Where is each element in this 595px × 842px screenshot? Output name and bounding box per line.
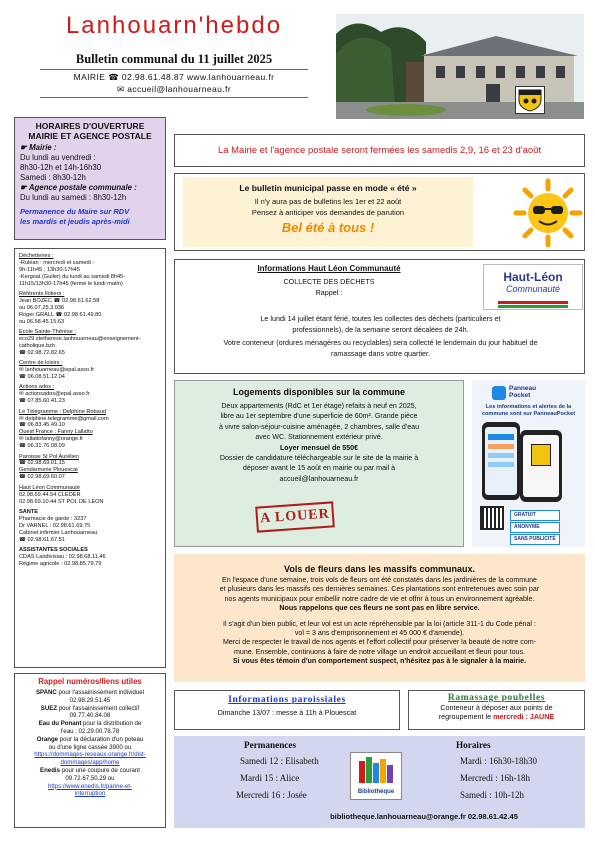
info-line: Jean BOZEC ☎ 02.98.61.62.58 [19, 297, 100, 304]
section-title: Centre de loisirs : [19, 360, 63, 367]
housing-line: Dossier de candidature téléchargeable sur le site de la mairie à [219, 454, 419, 463]
books-icon [351, 753, 401, 787]
info-line: ☎ 02.98.69.01.15 [19, 460, 65, 467]
haut-leon-line: Votre conteneur (ordures ménagères ou recyclables) sera collecté le lendemain du jour habituel de [223, 338, 538, 347]
enedis-link[interactable]: interruption [74, 790, 106, 798]
parish-title: Informations paroissiales [228, 695, 346, 705]
phone-number: l'eau : 02.29.00.78.78 [60, 727, 120, 735]
agence-label: ☛ Agence postale communale : [20, 183, 137, 192]
phone-number: 09.77.40.84.08 [69, 712, 111, 720]
pocket-brand: Pocket [509, 392, 531, 399]
header-divider [40, 69, 308, 70]
email-link[interactable]: ✉ lallattofanny@orange.fr [19, 436, 84, 443]
newsletter-title: Lanhouarn'hebdo [65, 12, 283, 39]
library-permanences-title: Permanences [244, 740, 297, 750]
info-line: ☎ 02.98.61.67.51 [19, 536, 65, 543]
pocket-brand: Panneau [509, 385, 537, 392]
hours-title-1: HORAIRES D'OUVERTURE [35, 121, 145, 131]
waste-line: regroupement le [438, 712, 494, 721]
section-title: Le Télégramme : Delphine Robaud [19, 408, 106, 415]
info-line: Dr VARNEL : 02.98.61.69.75 [19, 522, 91, 529]
library-permanence: Samedi 12 : Elisabeth [240, 756, 319, 766]
info-line: -Kergoat (Guiler) du lundi au samedi 8h45- [19, 273, 126, 280]
summer-title: Le bulletin municipal passe en mode « été » [239, 183, 417, 193]
flower-line: Il s'agit d'un bien public, et leur vol est un acte répréhensible par la loi (article 311-1 du Code pénal : [223, 619, 536, 628]
newsletter-subtitle: Bulletin communal du 11 juillet 2025 [75, 52, 273, 66]
contact-line: MAIRIE ☎ 02.98.61.48.87 www.lanhouarneau.fr [73, 72, 275, 82]
section-title: Actions ados : [19, 384, 55, 391]
section-title: SANTE [19, 508, 38, 515]
info-line: CDAS Landivisiau : 02.98.68.11.46 [19, 553, 106, 560]
useful-links-title: Rappel numéros/liens utiles [38, 677, 142, 686]
flower-title: Vols de fleurs dans les massifs communaux. [284, 564, 475, 574]
haut-leon-line: professionnels), de la semaine seront décalées de 24h. [292, 324, 469, 334]
town-hall-photo [336, 14, 584, 119]
info-line: Cabinet infirmier Lanhouarneau [19, 529, 98, 536]
flower-theft-box [174, 554, 585, 682]
library-hour: Samedi : 10h-12h [460, 790, 524, 800]
link-desc: ou d'une ligne cassée 3900 ou [48, 743, 132, 751]
email-line[interactable]: ✉ accueil@lanhouarneau.fr [116, 84, 232, 94]
orange-damage-link[interactable]: dommages/app/home [60, 759, 120, 767]
info-line: ☎ 07.85.60.41.23 [19, 398, 65, 405]
parish-text: Dimanche 13/07 : messe à 11h à Plouescat [217, 708, 357, 717]
parish-info-box [174, 690, 400, 730]
closure-text: La Mairie et l'agence postale seront fermées les samedis 2,9, 16 et 23 d'août [217, 145, 542, 156]
library-hours-title: Horaires [456, 740, 491, 750]
pocket-badge: ANONYME [510, 522, 560, 533]
haut-leon-line: Rappel : [315, 287, 343, 297]
housing-line: Deux appartements (RdC et 1er étage) refaits à neuf en 2025, [221, 402, 417, 410]
link-desc: pour la distribution de [81, 720, 142, 728]
housing-title: Logements disponibles sur la commune [232, 387, 406, 397]
useful-contacts-box [14, 248, 166, 668]
link-label: Eau du Ponant [38, 720, 82, 728]
haut-leon-line: Le lundi 14 juillet étant férié, toutes les collectes des déchets (particuliers et [260, 314, 501, 323]
mairie-line: 8h30-12h et 14h-16h30 [20, 163, 102, 172]
enedis-link[interactable]: https://www.enedis.fr/panne-et- [48, 782, 132, 790]
link-label: Orange [36, 735, 59, 743]
housing-rent: Loyer mensuel de 550€ [279, 443, 359, 452]
info-line: 11h15/13h30-17h45 (fermé le lundi matin) [19, 280, 123, 287]
phone-icon [482, 422, 520, 500]
info-line: ou 06.07.25.3.036 [19, 304, 65, 311]
info-line: ☎ 06.31.76.08.09 [19, 443, 65, 450]
library-hour: Mercredi : 16h-18h [460, 773, 530, 783]
library-permanence: Mercredi 16 : Josée [236, 790, 307, 800]
section-title: Ouest France : Fanny Lallatto [19, 429, 93, 436]
header-contact [14, 71, 334, 95]
library-hour: Mardi : 16h30-18h30 [460, 756, 537, 766]
phone-icon [520, 430, 562, 502]
info-line: ☎ 06.83.45.49.10 [19, 422, 65, 429]
phone-number: 02.98.29.51.45 [69, 696, 111, 704]
haut-leon-logo [483, 264, 583, 310]
qr-code-icon [480, 506, 504, 530]
info-line: Pharmacie de garde : 3237 [19, 515, 87, 522]
for-rent-stamp: A LOUER [255, 501, 335, 532]
flower-line: et plusieurs dans les massifs ces dernières semaines. Ces plantations sont entretenues avec soin par [219, 585, 540, 594]
housing-line: à vivre salon-séjour-cuisine aménagée, 2 chambres, salle d'eau [218, 422, 420, 431]
library-box [174, 736, 585, 828]
info-line: 9h-11h45 ; 13h30-17h45 [19, 266, 80, 273]
haut-leon-title: Informations Haut Léon Communauté [257, 264, 401, 273]
mairie-line: Samedi : 8h30-12h [20, 173, 86, 182]
info-line: ☎ 02.98.69.60.07 [19, 474, 65, 481]
header-divider-2 [40, 97, 308, 98]
link-desc: pour la déclaration d'un poteau [58, 735, 144, 743]
mairie-line: Du lundi au vendredi : [20, 153, 96, 162]
logo-text: Haut-Léon [503, 270, 563, 284]
haut-leon-line: ramassage dans votre quartier. [330, 348, 431, 358]
permanence-note: les mardis et jeudis après-midi [20, 216, 130, 226]
town-crest-icon [515, 86, 545, 114]
email-link[interactable]: ✉ delphine.telegramme@gmail.com [19, 415, 109, 422]
summer-line: Pensez à anticiper vos demandes de parution [251, 208, 405, 217]
permanence-note: Permanence du Maire sur RDV [20, 207, 130, 216]
library-permanence: Mardi 15 : Alice [240, 773, 300, 783]
summer-message [183, 177, 473, 247]
email-link[interactable]: eco29.stetherese.lanhouarneau@enseignement- [19, 335, 141, 342]
info-line: 02.98.69.44.54 CLEDER [19, 491, 81, 498]
flower-line: Si vous êtes témoin d'un comportement suspect, n'hésitez pas à le signaler à la mairie. [232, 657, 527, 666]
waste-day: mercredi : JAUNE [493, 712, 555, 721]
link-label: SUEZ [40, 704, 58, 712]
pocket-headline: Les informations et alertes de la [485, 404, 572, 410]
summer-mode-box [174, 173, 585, 251]
section-title: ASSISTANTES SOCIALES [19, 546, 88, 553]
section-title: Ecole Sainte-Thérèse : [19, 329, 76, 336]
section-title: Déchetteries : [19, 253, 54, 259]
useful-links-box [14, 673, 166, 828]
section-title: Haut Léon Communauté [19, 484, 80, 491]
orange-damage-link[interactable]: https://dommages-reseaux.orange.fr/dist- [34, 751, 146, 759]
email-link[interactable]: ✉ lanhouarneau@epal.asso.fr [19, 367, 95, 374]
summer-greeting: Bel été à tous ! [281, 220, 375, 235]
flower-line: Merci de respecter le travail de nos agents et l'effort collectif pour préserver la beauté de notre com- [222, 638, 537, 647]
section-title: Paroisse St Pol Aurélien [19, 453, 80, 460]
sun-icon [513, 178, 583, 248]
logo-text: Communauté [505, 284, 561, 294]
panneau-pocket-icon [492, 386, 506, 400]
housing-line: avec WC. Stationnement extérieur privé. [255, 433, 383, 442]
info-line: ☎ 02.98.72.82.65 [19, 349, 65, 356]
library-contact[interactable]: bibliotheque.lanhouarneau@orange.fr 02.98.61.42.45 [330, 812, 518, 821]
info-line: ☎ 06.08.51.12.04 [19, 374, 65, 380]
info-line: Roger GRALL ☎ 02.98.61.49.80 [19, 311, 102, 318]
link-label: SPANC [35, 689, 57, 696]
waste-collection-box [408, 690, 585, 730]
panneau-pocket-ad [472, 380, 585, 547]
phone-number: 09.72.67.50.29 ou [65, 774, 115, 782]
hours-title-2: MAIRIE ET AGENCE POSTALE [28, 131, 152, 141]
link-desc: pour l'assainissement individuel [56, 689, 145, 696]
flower-line: Nous rappelons que ces fleurs ne sont pas en libre service. [279, 604, 480, 613]
opening-hours-box [14, 117, 166, 240]
pocket-badge: GRATUIT [510, 510, 560, 521]
pocket-headline: commune sont sur PanneauPocket [481, 411, 576, 417]
section-title: Référents Ilotiers : [19, 291, 65, 298]
housing-line: libre au 1er septembre d'une superficie de 60m². Grande pièce [220, 412, 418, 421]
link-desc: pour une coupure de courant [60, 766, 140, 774]
haut-leon-box [174, 259, 585, 374]
section-title: Gendarmerie Plouescat [19, 467, 78, 474]
email-link[interactable]: ✉ actionsados@epal.asso.fr [19, 391, 90, 398]
flower-line: mune. Ensemble, continuons à faire de notre village un endroit accueillant et fleuri pour tous. [233, 647, 526, 656]
info-line: catholique.bzh [19, 342, 56, 349]
flower-line: En l'espace d'une semaine, trois vols de fleurs ont été constatés dans les jardinières de la commune [221, 576, 537, 584]
housing-line: déposer avant le 15 août en mairie ou par mail à [242, 464, 396, 473]
agence-line: Du lundi au samedi : 8h30-12h [20, 193, 127, 202]
info-line: Régime agricole : 02.98.85.79.79 [19, 560, 102, 567]
waste-title: Ramassage poubelles [447, 693, 546, 703]
info-line: 02.98.69.10.44 ST POL DE LEON [19, 498, 104, 505]
pocket-badge: SANS PUBLICITÉ [510, 534, 560, 545]
closure-notice [174, 134, 585, 167]
flower-line: nos agents municipaux pour embellir notre cadre de vie et offrir à tous un environnement agréable. [224, 594, 535, 603]
haut-leon-line: COLLECTE DES DÉCHETS [283, 277, 375, 286]
link-desc: pour l'assainissement collectif [57, 704, 140, 712]
library-logo [350, 752, 402, 800]
library-logo-text: Bibliothèque [357, 789, 395, 795]
waste-line: Conteneur à déposer aux points de [440, 703, 553, 712]
link-label: Enedis [40, 766, 60, 774]
info-line: -Ruléan : mercredi et samedi : [19, 259, 94, 266]
info-line: ou 06.58.45.15.63 [19, 318, 65, 325]
flower-line: vol = 3 ans d'emprisonnement et 45 000 € d'amende). [294, 629, 465, 638]
summer-line: Il n'y aura pas de bulletins les 1er et 22 août [254, 197, 402, 206]
housing-email[interactable]: accueil@lanhouarneau.fr [279, 474, 359, 483]
mairie-label: ☛ Mairie : [20, 143, 57, 152]
